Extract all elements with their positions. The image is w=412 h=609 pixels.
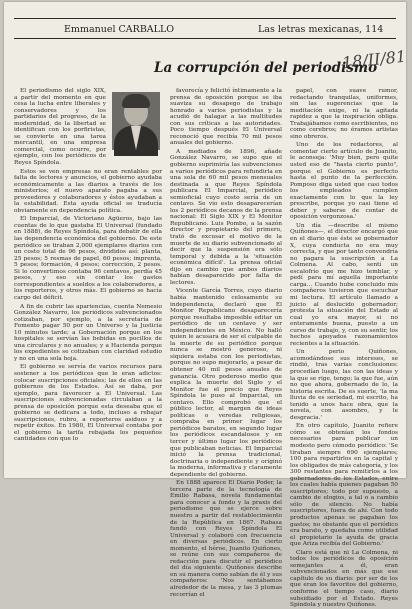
paragraph: Estos se ven empresas no eran rentables por falta de lectores y anuncios, el gobierno ayudaba económicamente a las diarios a través de los ministerios; el nuevo aparato pagaba a sus proveedores y colaboradores y éstos ayudaban a la estabilidad. Esta ayuda oficial se traducía obviamente en dependencia política. <box>14 168 162 214</box>
paragraph: A fin de cubrir las apariencias, cuenta Nemesio González Navarro, los periódicos subvencionados cotizaban, por ejemplo, a la secretaría de Fomento pagar 50 por un Universo y la Justicia 10 minutos tarde; a Gobernación porque en los hospitales se servían las bebidas en pocillos de una circulares y no anuales; y a Hacienda porque los expedientes se cotizaban con claridad estudio y no en una sola hoja. <box>14 303 162 362</box>
paragraph: Un día —describe el mismo Quiñones—, el director encargó que en el diario que éste se gobernador X, cuya conducta no era muy correcta, y que por tanto convendría no pagara la suscripción a La Colmena. Al cabo, sentí un escalofrío que me hizo temblar, y pedí para mí aquella importante carga... Cuando hube concluido mis compañeros tuvieron que escuchar mi lectura. El artículo llamado a juicio al deslucido gobernador; protesta la situación del Estado al cual yo era mayor, si no enteramente buena, puesto a un curso de trabajo, y, con su sentir, los hechos apoyados razonamientos recientes a la situación. <box>290 222 398 347</box>
article-column-2 <box>170 88 282 598</box>
handwritten-date: 18/II/81 <box>341 46 407 73</box>
article-column-1 <box>14 88 162 445</box>
paragraph: Claro está que ni La Colmena, ni todos los periódicos de oposición semejantes a él, eran subvencionados en más que ese capítulo de su diario: por ser de los que eran los favoritos del gobierno, conforme el tiempo caso, diario subsidiado por el Estado. Reyes Spíndola y nuestro Quiñones. <box>290 549 398 609</box>
section-title: Las letras mexicanas, 114 <box>258 24 384 35</box>
paragraph: El periodismo del siglo XIX, a partir del momento en que cesa la lucha entre liberales y conservadores y los partidarios del progreso, de la modernidad, de la libertad se identifican con los porfiristas, se convierte en una tarea mercantil, en una empresa comercial, como ocurre, por ejemplo, con los periódicos de Reyes Spíndola. <box>14 88 106 167</box>
newspaper-clipping <box>4 2 407 609</box>
paragraph: En 1888 aparece El Diario Poder, la tercera parte de la tecnología de Emilio Rabasa, novela fundamental para conocer a fondo y la praxis del periodismo que se ejerce sobre nuestro a partir del restablecimiento de la República en 1867. Rabasa fundó con Reyes Spíndola El Universal y colaboró con frecuencia en diversas periódicos. En cierto momento, el héroe, Juanito Quiñones, se reúne con sus compañeros de redacción para discutir el periódico del día siguiente. Quiñones describe en su manera como sabían de él y sus compañeros: 'Nos sentábamos alrededor de la mesa, y las 3 plumas recorrían el <box>170 480 282 598</box>
header-rule-top <box>14 18 396 19</box>
paragraph: En otro capítulo, Juanito refiere cómo se obtenían los fondos necesarios para publicar un modesto pero cómodo periódico: 'Se tiraban siempre 690 ejemplares; 100 para repartirlos en la capital y los obligados de más categoría, y los 300 restantes para remitirlos a los gobernadores de los Estados, entre los cuales había quienes pagaban 50 suscriptores; todo por supuesto, a cambio de elogios, a tal o a cambio sólo de silencio. No había suscriptores, fuera de ahí. Con todo productos apenas se pagaban los gastos; no obstante que el periódico era barato, y quedaba como utilidad el propietario la ayuda de gracia que Ariza recibía del Gobierno.' <box>290 423 398 548</box>
paragraph: Un perio Quiñones, acomodándose sus intereses, se rindió, tras varias conclusiones: procedían luego, las con las ideas y la que se rige, tengo; la que fue, aún no que ahora, gobernado de lo, la historia escrita. De es suerte, 'la ma lluvia de es seriedad, mi escrito, ha tenido a unos hace obra, que la novela, con asombro, y le desgracia.' <box>290 349 398 421</box>
paragraph: favorecía y felicitó íntimamente a la prensa de oposición porque se iba suaviza su desapego de trabajo honrado a varios periodistas y la acudió de halagar a las multitudes con sus críticas a las autoridades. Poco tiempo después El Universal reconoció que recibía 70 mil pesos anuales del gobierno. <box>170 88 282 147</box>
paragraph: El Imparcial, de Victoriano Agüeros, bajo las cuentas de lo que gastaba El Universal (fundado en 1888), de Reyes Spíndola, para debatir de ella las dependencia económica del gobierno. De este periódico se tiraban 2,000 ejemplares diarios con un costo total de 96 pesos, divididos así: planta, 25 pesos; 5 resmas de papel, 60 pesos; imprenta, 5 pesos; formación, 4 pesos; corrección, 2 pesos. Si lo convertimos contaba 96 centavos, perdía 45 pesos, y eso sin contar los gastos correspondientes a sueldos a los colaboradores, a los reporteros, y otros más. El gobierno se hacía cargo del déficit. <box>14 216 162 301</box>
paragraph: papel, con suave rumor, redactando tranquilas, uniformes, sin las sugerencias que la meditación exige, ni la agitada rapidez a que la inspiración obliga. Trabajábamos como escribientes, no como cerebros; no éramos artistas sino obreros. <box>290 88 398 140</box>
article-column-3 <box>290 88 398 609</box>
header-rule-bottom <box>14 38 396 39</box>
article-title: La corrupción del periodismo <box>154 60 378 76</box>
author-name: Emmanuel CARBALLO <box>64 24 175 35</box>
paragraph: Vicente García Torres, cuyo diario había mantenido celosamente su independencia, declaró que El Monitor Republicano desaparecería porque resultaba imposible editar un periódico de un centavo y ser independientes en México. No halló quien le acusara de ser el culpable de la muerte de su periódico porque nunca se mostró generoso, ni siquiera estaba con los periodistas, porque no supo mejorarlo, a pesar de obtener 40 mil pesos anuales de ganancia. Otro poderoso medio que explica la muerte del Siglo y el Monitor fue el precio que Reyes Spíndola le puso al Imparcial, un centavo. Ello comprobó que el público lector, al margen de ideas políticas o veredas religiosas, compraba en primer lugar los periódicos baratos, en segundo lugar los periódicos escandalosos y en tercer y último lugar los periódicos que publicaban noticias. El Imparcial inició la prensa tradicional, doctrinaria o independiente y originó la moderna, informativa y claramente dependiente del gobierno. <box>170 288 282 478</box>
paragraph: El gobierno se servía de varios recursos para sostener a los periódicos que le eran adictos: colocar suscripciones oficiales; las de ellos en las gobiernos de los Estados. Así se daba, por ejemplo, para favorecer a El Universal. Las suscripciones subvencionadas circulaban a la prensa de oposición porque esta deseaba que el gobierno se dedicara a todo, incluso a rebajar suscripciones, rubro, a reporteros asiduos y a repetir éxitos. En 1980, El Universal contaba por el gobierno la tarifa rebajada los pequeños cantidades con que lo <box>14 364 162 443</box>
paragraph: A mediados de 1896, añade González Navarro, se supo que el gobierno suprimiría las subvenciones a varios periódicos para refundirla en una sola de 60 mil pesos mensuales destinada a que Reyes Spíndola publicara El Imparcial, periódico semioficial cuyo costo sería de un centavo. Se vio esto desaparecerían los 2 periódicos decanos de la prensa nacional: El Siglo XIX y El Monitor Republicano. Luis Pombo, a la sazón director y propietario del primero, trató de excusar el motivo de la muerte de su diario subvencionado al decir que la suspensión era sólo temporal y debida a la 'situación económica difícil'. La prensa oficial dijo en cambio que ambos diarios habían desaparecido por falta de lectores. <box>170 148 282 286</box>
paragraph: Uno de los redactores, al comentar cierto artículo de Juanito, le aconseja: 'Muy bien, pero quite usted eso de "hasta cierto punto", porque el Gobierno es perfecto hasta el punto de la perfección. Pomposo diga usted que casi todos los empleados cumplen exactamente con lo que la ley prescribe, porque yo casi tiene el deber y saberse de contar de oposición vergonzosa.' <box>290 142 398 221</box>
author-photo <box>112 92 160 150</box>
photo-hair <box>122 94 150 108</box>
